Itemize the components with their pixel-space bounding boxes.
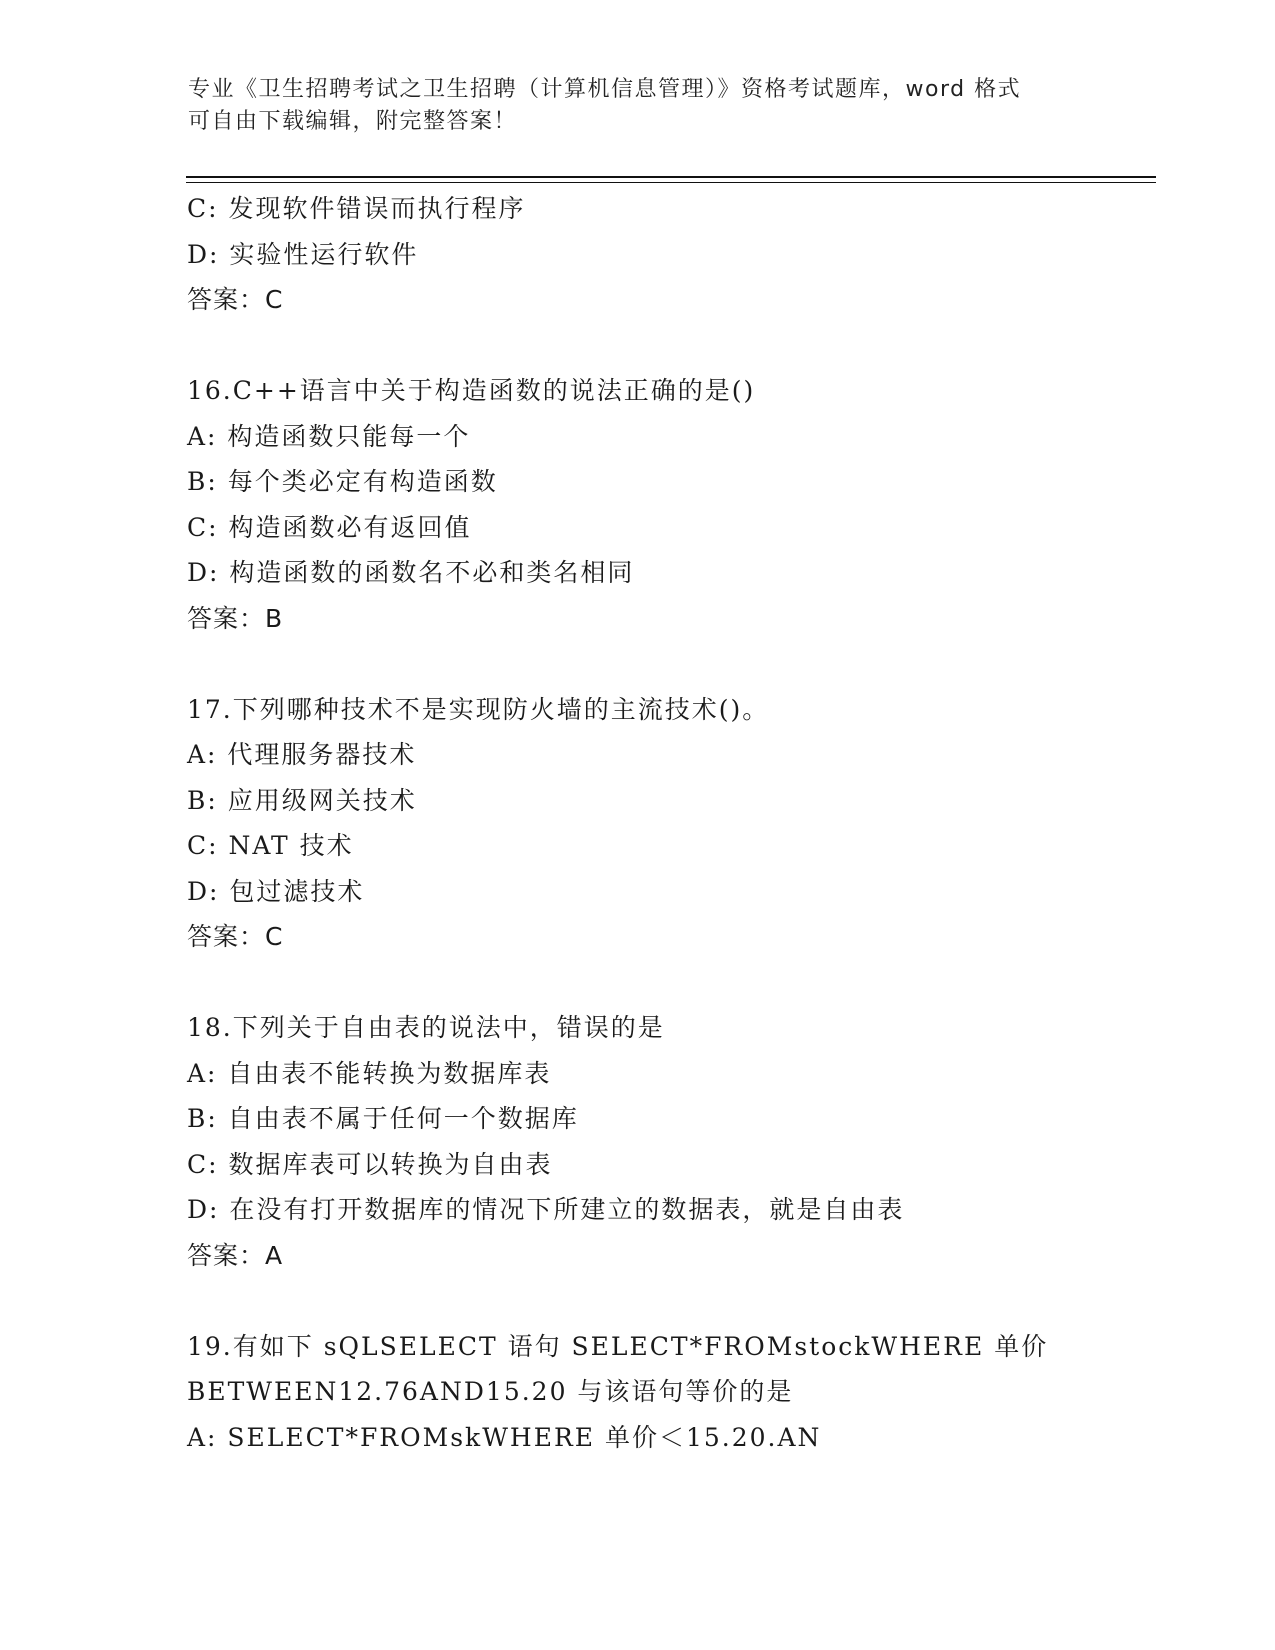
question-18: [187, 1005, 1187, 1278]
option-b: B: 应用级网关技术: [187, 785, 417, 815]
question-list: [187, 186, 1187, 1460]
option-c: C: NAT 技术: [187, 831, 354, 860]
option-b: B: 每个类必定有构造函数: [187, 467, 498, 496]
spacer: [187, 641, 1187, 687]
question-text: 17.下列哪种技术不是实现防火墙的主流技术()。: [187, 694, 770, 724]
option-d: D: 包过滤技术: [187, 876, 365, 906]
spacer: [187, 960, 1187, 1006]
question-16: [187, 368, 1187, 641]
answer: 答案：C: [187, 922, 284, 951]
answer: 答案：B: [187, 603, 284, 633]
question-19: [187, 1324, 1187, 1461]
option-d: D: 实验性运行软件: [187, 239, 419, 269]
question-17: [187, 687, 1187, 960]
question-text: 16.C++语言中关于构造函数的说法正确的是(): [187, 376, 756, 405]
option-a: A: SELECT*FROMskWHERE 单价＜15.20.AN: [187, 1422, 822, 1452]
question-text-line-2: BETWEEN12.76AND15.20 与该语句等价的是: [187, 1377, 794, 1406]
option-a: A: 自由表不能转换为数据库表: [187, 1058, 552, 1088]
option-c: C: 数据库表可以转换为自由表: [187, 1149, 553, 1179]
header-line-1: 专业《卫生招聘考试之卫生招聘（计算机信息管理）》资格考试题库，word 格式: [188, 77, 1022, 102]
header-line-2: 可自由下载编辑，附完整答案！: [188, 109, 518, 134]
header-divider-thin: [186, 182, 1156, 183]
question-15-tail: [187, 186, 1187, 323]
spacer: [187, 323, 1187, 369]
question-text: 18.下列关于自由表的说法中，错误的是: [187, 1013, 665, 1042]
header-divider-thick: [186, 176, 1156, 178]
option-d: D: 构造函数的函数名不必和类名相同: [187, 558, 635, 587]
spacer: [187, 1278, 1187, 1324]
answer: 答案：C: [187, 285, 284, 314]
answer: 答案：A: [187, 1240, 284, 1270]
option-a: A: 构造函数只能每一个: [187, 421, 471, 451]
option-c: C: 发现软件错误而执行程序: [187, 194, 526, 223]
option-c: C: 构造函数必有返回值: [187, 512, 472, 542]
question-text-line-1: 19.有如下 sQLSELECT 语句 SELECT*FROMstockWHERE 单价: [187, 1331, 1049, 1361]
option-d: D: 在没有打开数据库的情况下所建立的数据表，就是自由表: [187, 1195, 905, 1224]
document-header: [188, 74, 1088, 138]
option-b: B: 自由表不属于任何一个数据库: [187, 1104, 579, 1133]
option-a: A: 代理服务器技术: [187, 740, 417, 769]
